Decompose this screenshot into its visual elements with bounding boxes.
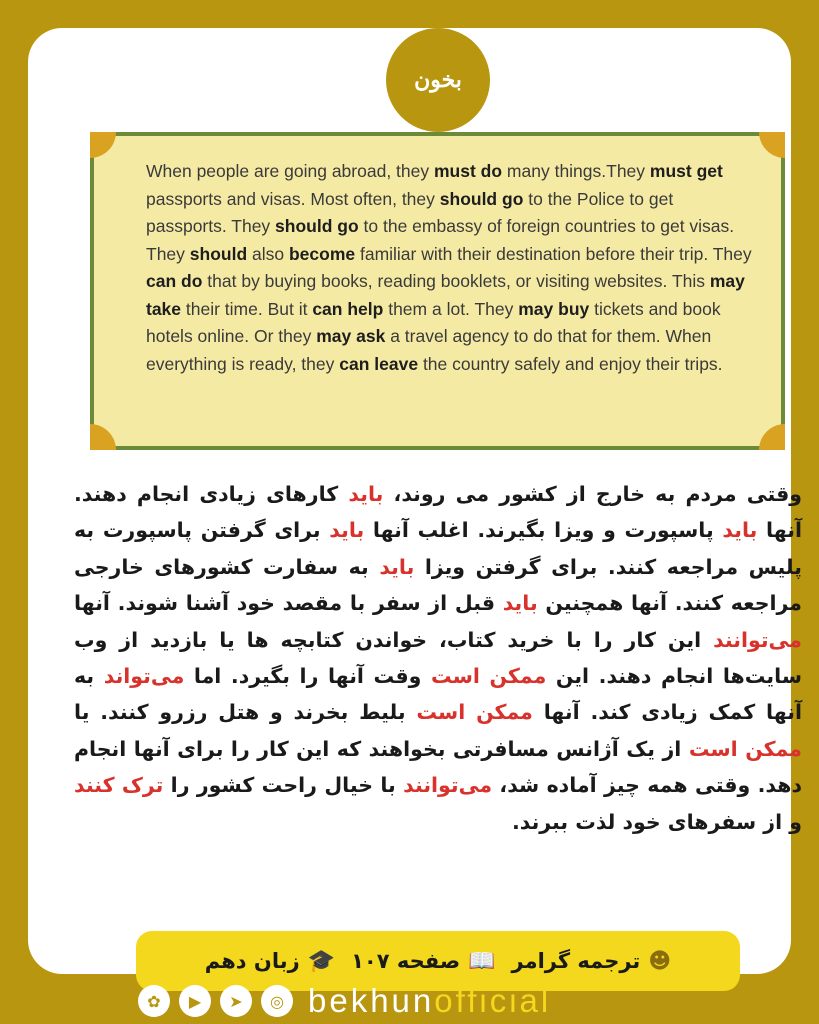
text-run: از یک آژانس مسافرتی بخواهند که این کار را برای آنها انجام دهد. وقتی همه چیز آماده شد، [74, 736, 803, 798]
persian-translation [74, 476, 802, 840]
text-run: به سفارت کشورهای خارجی مراجعه کنند. آنها همچنین [74, 554, 802, 616]
modal-verb: do [181, 271, 203, 291]
text-run: کارهای زیادی انجام دهند. آنها [74, 482, 802, 543]
modal-verb: must [433, 161, 476, 181]
text-run: tickets and book hotels online. Or they [146, 298, 721, 346]
text-run: وقتی مردم به خارج از کشور می روند، [383, 482, 802, 506]
text-run: قبل از سفر با مقصد خود آشنا شوند. آنها [74, 591, 503, 616]
text-run: به آنها کمک زیادی کند. آنها [74, 664, 802, 725]
instagram-icon[interactable]: ◎ [261, 985, 293, 1017]
modal-verb: do [480, 161, 503, 181]
modal-verb: may [709, 271, 745, 291]
text-run: When people are going abroad, they [146, 161, 434, 181]
highlighted-modal: باید [329, 518, 365, 543]
text-run: a travel agency to do that for them. When everything is ready, they [146, 326, 712, 374]
text-run: passports and visas. Most often, they [146, 188, 440, 209]
highlighted-modal: می‌تواند [103, 664, 185, 689]
text-run: وقت آنها را بگیرد. اما [184, 664, 431, 689]
book-icon: 📖 [468, 948, 496, 974]
text-run: to the Police to get passports. They [146, 188, 674, 236]
text-run: پاسپورت و ویزا بگیرند. اغلب آنها [364, 518, 723, 543]
highlighted-modal: ممکن است [431, 664, 547, 689]
text-run: them a lot. They [383, 298, 519, 319]
footer-item-grade [205, 949, 335, 974]
footer-item-grammar [512, 949, 672, 974]
text-run: their time. But it [181, 298, 313, 319]
user-icon: ☻ [648, 948, 672, 974]
logo-badge [386, 28, 490, 132]
highlighted-modal: ترک کنند [74, 773, 164, 798]
english-paragraph [146, 158, 756, 378]
modal-verb: become [288, 243, 356, 264]
aparat-icon[interactable]: ✿ [138, 985, 170, 1017]
modal-verb: help [347, 298, 384, 319]
text-run: to the embassy of foreign countries to get visas. They [146, 216, 735, 264]
modal-verb: leave [374, 353, 419, 374]
telegram-icon[interactable]: ➤ [220, 985, 252, 1017]
text-run: برای گرفتن پاسپورت به پلیس مراجعه کنند. برای گرفتن ویزا [74, 518, 802, 579]
text-run: familiar with their destination before their trip. They [355, 243, 752, 264]
modal-verb: may [316, 326, 352, 346]
logo-text: بخون [414, 67, 462, 93]
modal-verb: should [439, 188, 498, 209]
text-run: that by buying books, reading booklets, or visiting websites. This [202, 271, 710, 291]
corner-ornament [759, 132, 785, 158]
modal-verb: must [649, 161, 692, 181]
text-run: many things.They [502, 161, 650, 181]
corner-ornament [90, 424, 116, 450]
text-run: also [247, 243, 289, 264]
graduation-cap-icon: 🎓 [307, 948, 336, 974]
highlighted-modal: باید [502, 591, 538, 616]
footer-item-page [351, 949, 495, 974]
highlighted-modal: می‌توانند [403, 773, 493, 798]
modal-verb: take [146, 298, 182, 319]
textbook-excerpt [90, 132, 785, 450]
modal-verb: may [518, 298, 554, 319]
highlighted-modal: ممکن است [688, 736, 802, 761]
text-run: این کار را با خرید کتاب، خواندن کتابچه ها یا بازدید از وب سایت‌ها انجام دهند. این [74, 627, 802, 689]
corner-ornament [759, 424, 785, 450]
footer-page-label: صفحه ۱۰۷ [351, 949, 461, 973]
content-card [28, 28, 803, 974]
footer-grade-label: زبان دهم [204, 949, 300, 973]
modal-verb: go [502, 188, 524, 209]
text-run: بلیط بخرند و هتل رزرو کنند. یا [74, 700, 417, 725]
text-run: با خیال راحت کشور را [163, 773, 404, 798]
social-bar [138, 980, 551, 1022]
modal-verb: ask [356, 326, 386, 346]
modal-verb: can [146, 271, 177, 291]
youtube-icon[interactable]: ▶ [179, 985, 211, 1017]
text-run: و از سفرهای خود لذت ببرند. [511, 809, 802, 834]
modal-verb: should [189, 243, 248, 264]
modal-verb: buy [558, 298, 590, 319]
footer-grammar-label: ترجمه گرامر [511, 949, 641, 973]
modal-verb: can [312, 298, 343, 319]
corner-ornament [90, 132, 116, 158]
text-run: the country safely and enjoy their trips. [418, 353, 723, 374]
highlighted-modal: باید [722, 518, 758, 543]
modal-verb: should [275, 216, 333, 236]
brand-part2: official [434, 982, 552, 1019]
brand-name [308, 982, 551, 1020]
modal-verb: get [696, 161, 723, 181]
modal-verb: can [339, 353, 370, 374]
highlighted-modal: ممکن است [416, 700, 533, 725]
modal-verb: go [337, 216, 359, 236]
brand-part1: bekhun [308, 982, 435, 1019]
highlighted-modal: باید [348, 482, 384, 506]
highlighted-modal: می‌توانند [713, 627, 802, 652]
highlighted-modal: باید [379, 554, 415, 579]
